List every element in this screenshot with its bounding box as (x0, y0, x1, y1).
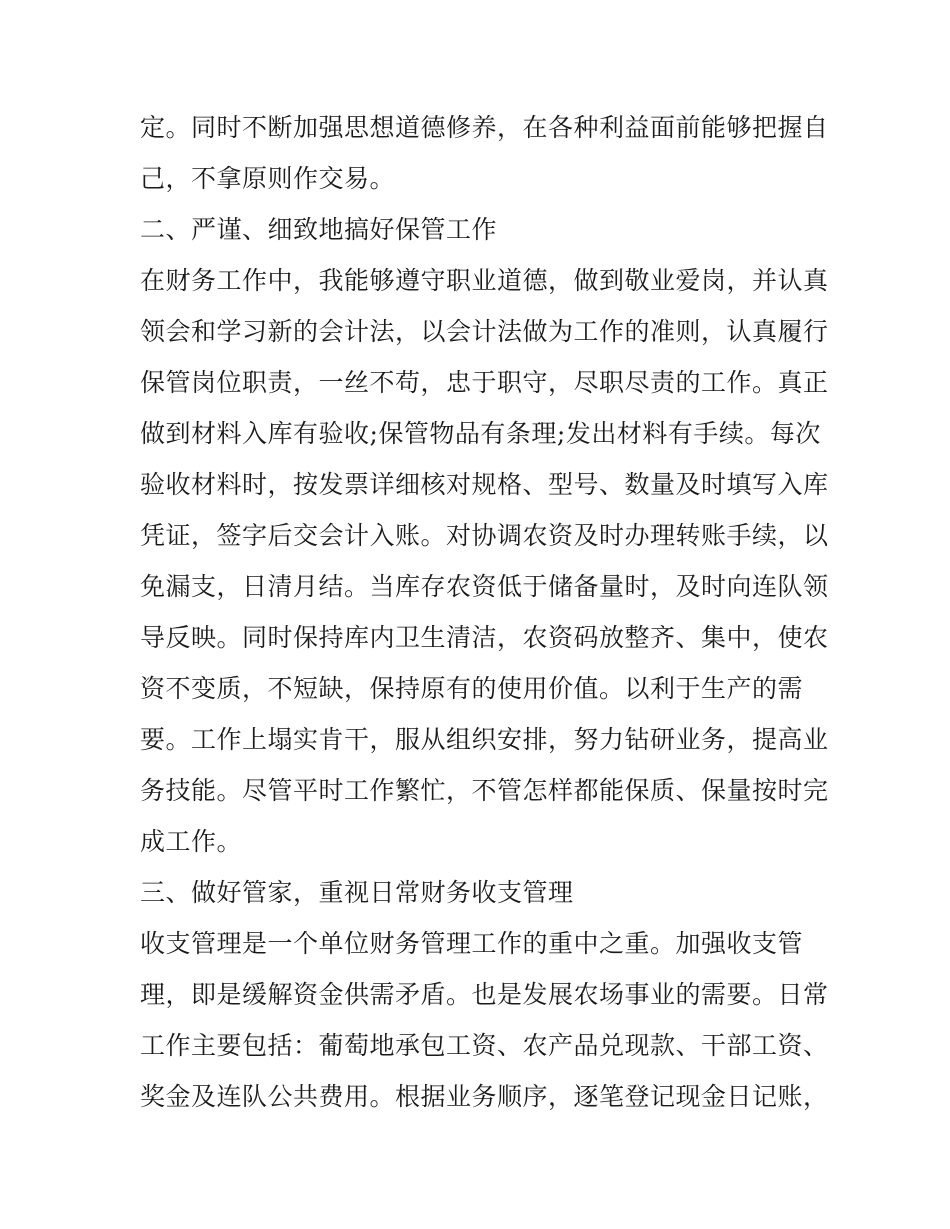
text-line: 理，即是缓解资金供需矛盾。也是发展农场事业的需要。日常 (140, 980, 829, 1009)
text-line: 保管岗位职责，一丝不苟，忠于职守，尽职尽责的工作。真正 (140, 368, 829, 397)
text-line: 资不变质，不短缺，保持原有的使用价值。以利于生产的需 (140, 674, 804, 703)
text-line: 凭证，签字后交会计入账。对协调农资及时办理转账手续，以 (140, 521, 829, 550)
text-line: 工作主要包括：葡萄地承包工资、农产品兑现款、干部工资、 (140, 1031, 829, 1060)
text-line: 成工作。 (140, 827, 243, 856)
text-line: 定。同时不断加强思想道德修养，在各种利益面前能够把握自 (140, 113, 829, 142)
text-line: 在财务工作中，我能够遵守职业道德，做到敬业爱岗，并认真 (140, 266, 829, 295)
text-line: 务技能。尽管平时工作繁忙，不管怎样都能保质、保量按时完 (140, 776, 829, 805)
text-line: 要。工作上塌实肯干，服从组织安排，努力钻研业务，提高业 (140, 725, 829, 754)
text-line: 领会和学习新的会计法，以会计法做为工作的准则，认真履行 (140, 317, 829, 346)
text-line: 做到材料入库有验收;保管物品有条理;发出材料有手续。每次 (140, 419, 821, 448)
text-line: 收支管理是一个单位财务管理工作的重中之重。加强收支管 (140, 929, 804, 958)
text-line: 验收材料时，按发票详细核对规格、型号、数量及时填写入库 (140, 470, 829, 499)
text-line: 己，不拿原则作交易。 (140, 164, 396, 193)
section-heading: 三、做好管家，重视日常财务收支管理 (140, 878, 574, 907)
section-heading: 二、严谨、细致地搞好保管工作 (140, 215, 498, 244)
text-line: 导反映。同时保持库内卫生清洁，农资码放整齐、集中，使农 (140, 623, 829, 652)
document-body (140, 102, 829, 1122)
text-line: 免漏支，日清月结。当库存农资低于储备量时，及时向连队领 (140, 572, 829, 601)
text-line: 奖金及连队公共费用。根据业务顺序，逐笔登记现金日记账， (140, 1082, 829, 1111)
